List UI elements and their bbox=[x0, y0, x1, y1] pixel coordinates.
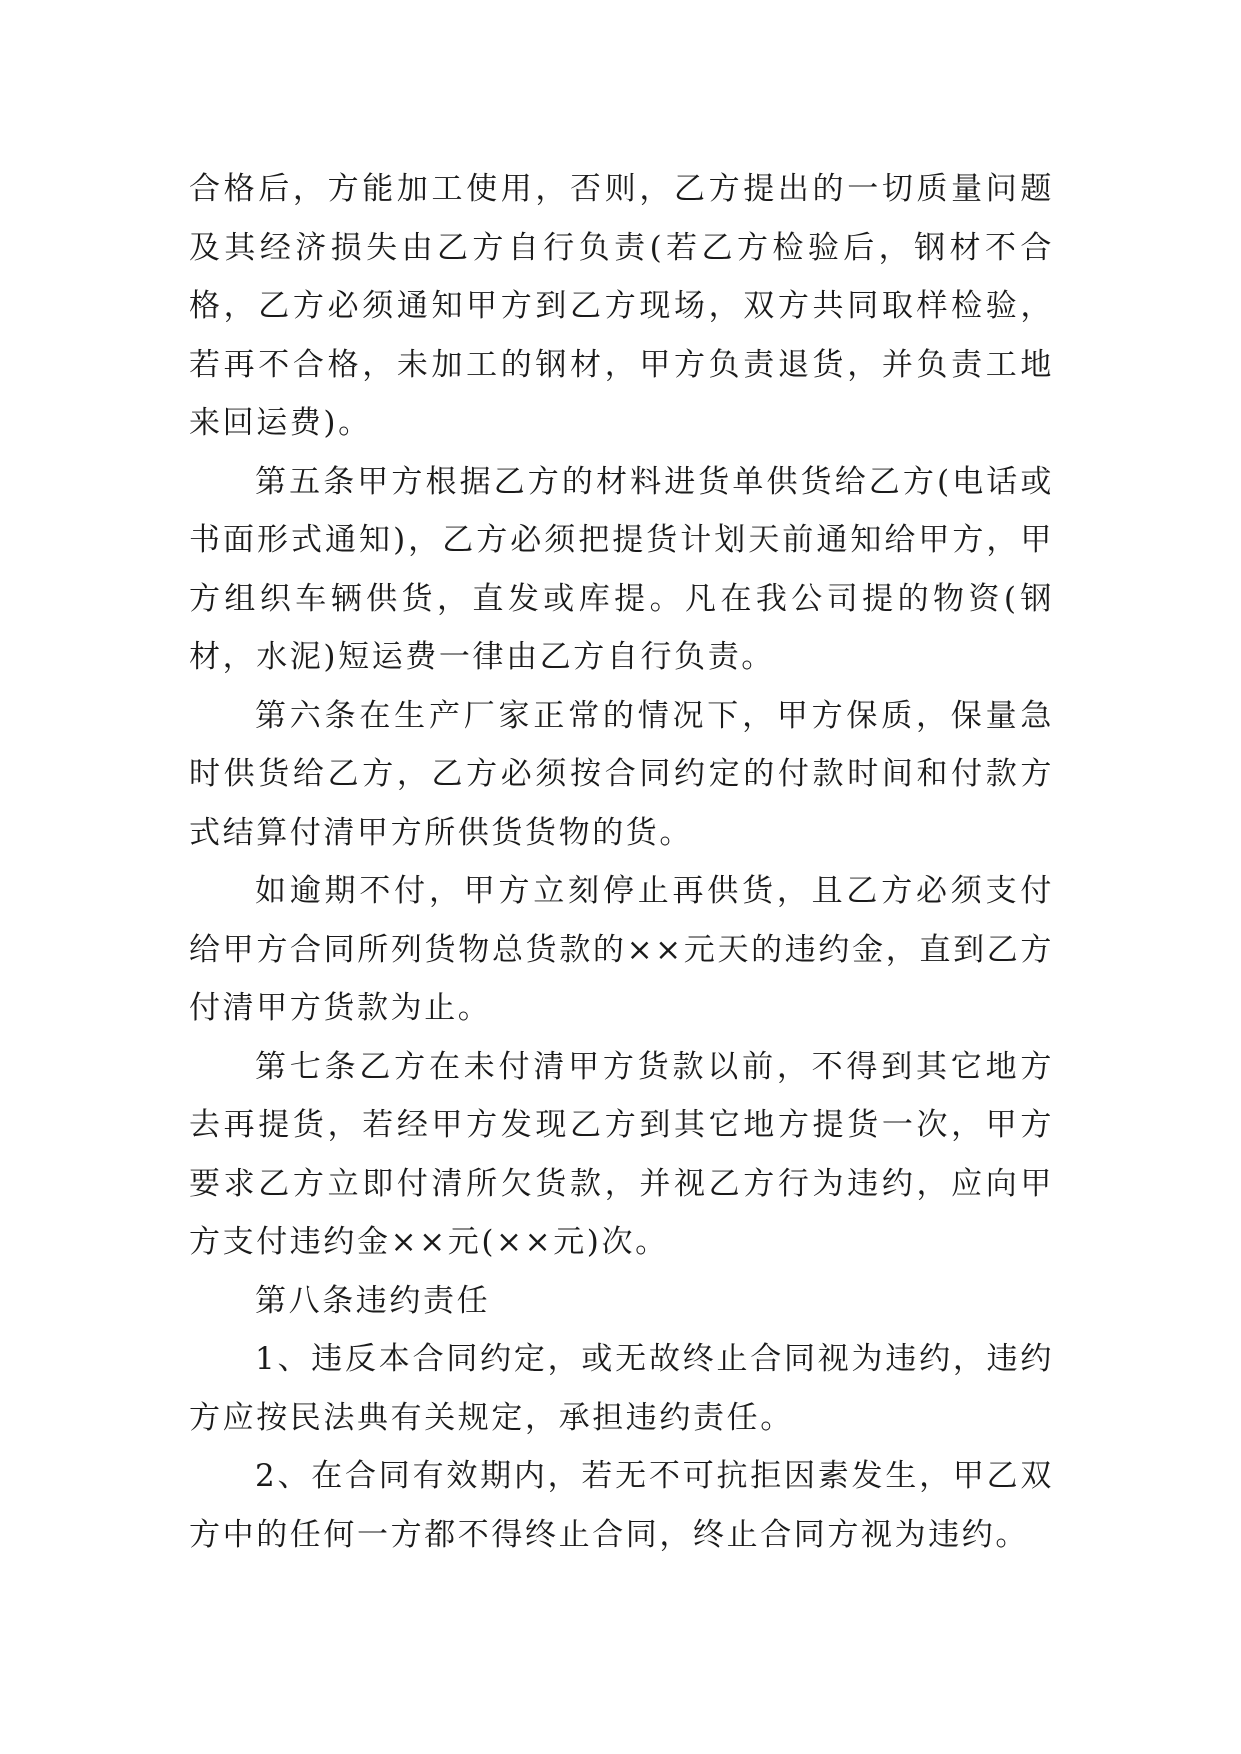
paragraph-article-8-heading: 第八条违约责任 bbox=[255, 1282, 491, 1319]
paragraph-article-6: 第六条在生产厂家正常的情况下，甲方保质，保量急时供货给乙方，乙方必须按合同约定的付款时间和付款方式结算付清甲方所供货货物的货。 bbox=[189, 697, 1054, 851]
paragraph-breach-clause-2: 2、在合同有效期内，若无不可抗拒因素发生，甲乙双方中的任何一方都不得终止合同，终止合同方视为违约。 bbox=[189, 1458, 1054, 1553]
paragraph-overdue-payment: 如逾期不付，甲方立刻停止再供货，且乙方必须支付给甲方合同所列货物总货款的××元天的违约金，直到乙方付清甲方货款为止。 bbox=[189, 873, 1054, 1026]
paragraph-article-7: 第七条乙方在未付清甲方货款以前，不得到其它地方去再提货，若经甲方发现乙方到其它地方提货一次，甲方要求乙方立即付清所欠货款，并视乙方行为违约，应向甲方支付违约金××元(××元)次。 bbox=[189, 1048, 1054, 1260]
document-body bbox=[189, 160, 1054, 1564]
paragraph-breach-clause-1: 1、违反本合同约定，或无故终止合同视为违约，违约方应按民法典有关规定，承担违约责任。 bbox=[189, 1341, 1054, 1436]
paragraph-article-5: 第五条甲方根据乙方的材料进货单供货给乙方(电话或书面形式通知)，乙方必须把提货计划天前通知给甲方，甲方组织车辆供货，直发或库提。凡在我公司提的物资(钢材，水泥)短运费一律由乙方自行负责。 bbox=[189, 463, 1054, 675]
paragraph-quality-inspection: 合格后，方能加工使用，否则，乙方提出的一切质量问题及其经济损失由乙方自行负责(若乙方检验后，钢材不合格，乙方必须通知甲方到乙方现场，双方共同取样检验，若再不合格，未加工的钢材，甲方负责退货，并负责工地来回运费)。 bbox=[189, 171, 1054, 441]
